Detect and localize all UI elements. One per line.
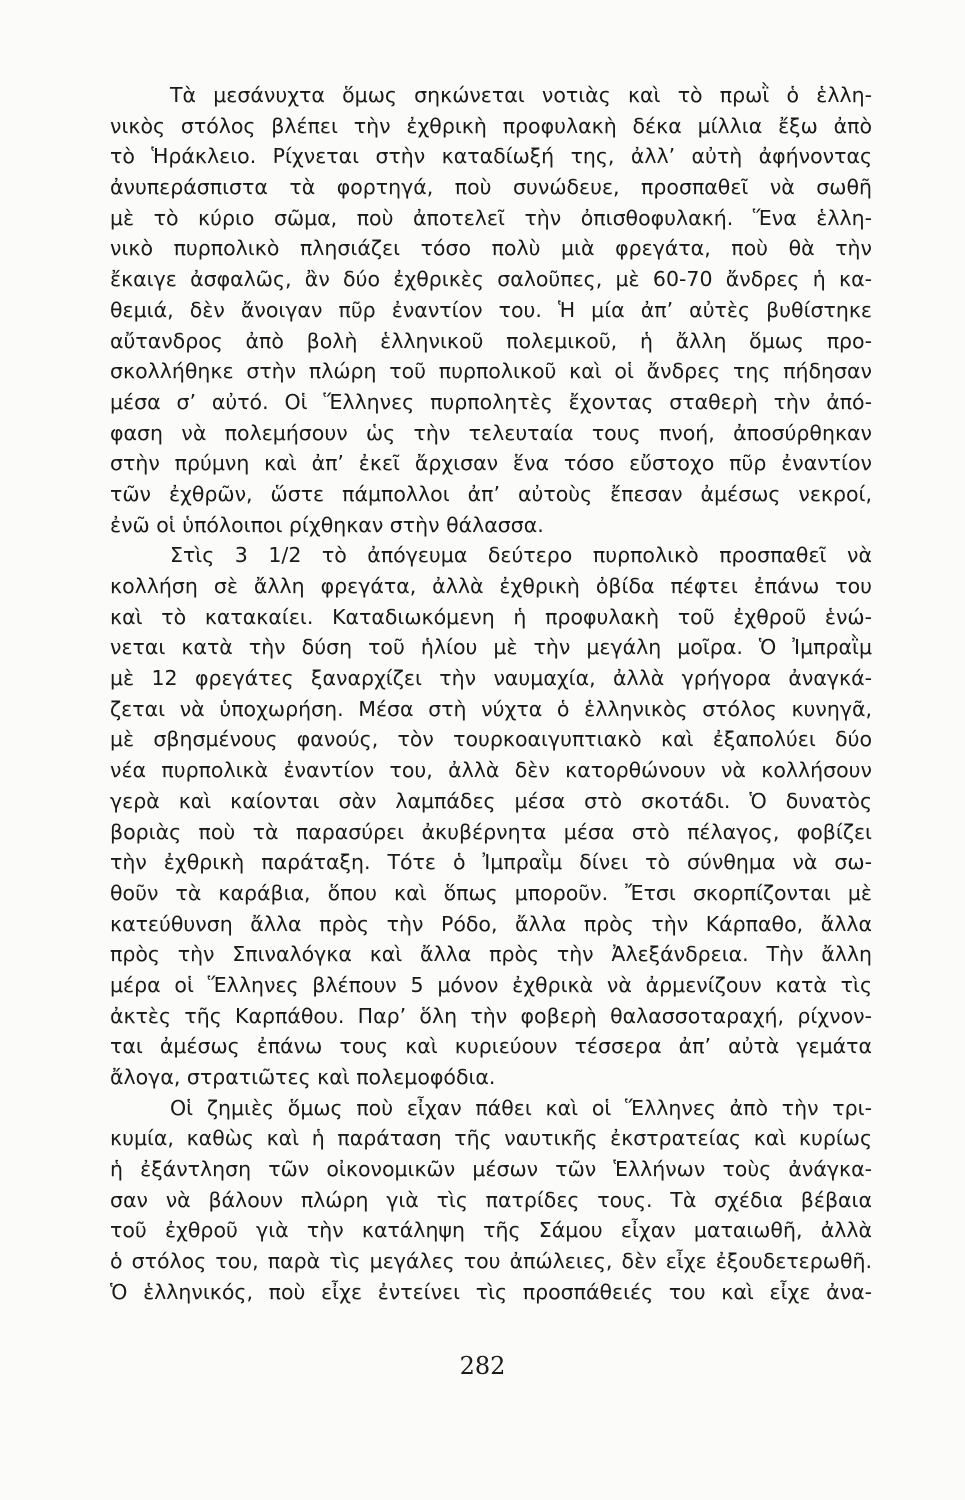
- text-line: βοριὰς ποὺ τὰ παρασύρει ἀκυβέρνητα μέσα στὸ πέλαγος, φοβίζει: [110, 819, 872, 844]
- text-line: Στὶς 3 1/2 τὸ ἀπόγευμα δεύτερο πυρπολικὸ προσπαθεῖ νὰ: [170, 543, 872, 568]
- text-line: ἐνῶ οἱ ὑπόλοιποι ρίχθηκαν στὴν θάλασσα.: [110, 512, 544, 537]
- text-line: κατεύθυνση ἄλλα πρὸς τὴν Ρόδο, ἄλλα πρὸς τὴν Κάρπαθο, ἄλλα: [110, 911, 872, 936]
- text-line: τὴν ἐχθρικὴ παράταξη. Τότε ὁ Ἰμπραῒμ δίνει τὸ σύνθημα νὰ σω-: [110, 850, 872, 875]
- text-line: τῶν ἐχθρῶν, ὥστε πάμπολλοι ἀπ’ αὐτοὺς ἔπεσαν ἀμέσως νεκροί,: [110, 481, 872, 506]
- text-line: θεμιά, δὲν ἄνοιγαν πῦρ ἐναντίον του. Ἡ μία ἀπ’ αὐτὲς βυθίστηκε: [110, 297, 872, 322]
- text-line: ζεται νὰ ὑποχωρήση. Μέσα στὴ νύχτα ὁ ἑλληνικὸς στόλος κυνηγᾶ,: [110, 696, 872, 721]
- text-line: ἡ ἐξάντληση τῶν οἰκονομικῶν μέσων τῶν Ἑλλήνων τοὺς ἀνάγκα-: [110, 1157, 872, 1182]
- paragraph: [110, 1093, 872, 1308]
- text-line: καὶ τὸ κατακαίει. Καταδιωκόμενη ἡ προφυλακὴ τοῦ ἐχθροῦ ἑνώ-: [110, 604, 872, 629]
- text-line: θοῦν τὰ καράβια, ὅπου καὶ ὅπως μποροῦν. Ἔτσι σκορπίζονται μὲ: [110, 880, 872, 905]
- text-line: σκολλήθηκε στὴν πλώρη τοῦ πυρπολικοῦ καὶ οἱ ἄνδρες της πήδησαν: [110, 359, 872, 384]
- text-line: νικὸς στόλος βλέπει τὴν ἐχθρικὴ προφυλακὴ δέκα μίλλια ἔξω ἀπὸ: [110, 113, 872, 138]
- paragraph: [110, 540, 872, 1092]
- text-line: μὲ σβησμένους φανούς, τὸν τουρκοαιγυπτιακὸ καὶ ἐξαπολύει δύο: [110, 727, 872, 752]
- text-line: γερὰ καὶ καίονται σὰν λαμπάδες μέσα στὸ σκοτάδι. Ὁ δυνατὸς: [110, 788, 872, 813]
- text-line: νέα πυρπολικὰ ἐναντίον του, ἀλλὰ δὲν κατορθώνουν νὰ κολλήσουν: [110, 758, 872, 783]
- page-number: 282: [459, 1352, 506, 1380]
- text-line: μὲ τὸ κύριο σῶμα, ποὺ ἀποτελεῖ τὴν ὀπισθοφυλακή. Ἕνα ἑλλη-: [110, 205, 872, 230]
- text-line: αὔτανδρος ἀπὸ βολὴ ἑλληνικοῦ πολεμικοῦ, ἡ ἄλλη ὅμως προ-: [110, 328, 872, 353]
- text-line: κυμία, καθὼς καὶ ἡ παράταση τῆς ναυτικῆς ἐκστρατείας καὶ κυρίως: [110, 1126, 872, 1151]
- text-line: Τὰ μεσάνυχτα ὅμως σηκώνεται νοτιὰς καὶ τὸ πρωῒ ὁ ἑλλη-: [170, 83, 872, 107]
- paragraph: [110, 80, 872, 540]
- text-line: μέρα οἱ Ἕλληνες βλέπουν 5 μόνον ἐχθρικὰ νὰ ἀρμενίζουν κατὰ τὶς: [110, 972, 872, 997]
- text-line: στὴν πρύμνη καὶ ἀπ’ ἐκεῖ ἄρχισαν ἕνα τόσο εὔστοχο πῦρ ἐναντίον: [110, 451, 872, 476]
- page-body: [110, 80, 872, 1308]
- text-line: ἄλογα, στρατιῶτες καὶ πολεμοφόδια.: [110, 1065, 496, 1089]
- text-line: Οἱ ζημιὲς ὅμως ποὺ εἶχαν πάθει καὶ οἱ Ἕλληνες ἀπὸ τὴν τρι-: [170, 1095, 872, 1120]
- text-line: τὸ Ἡράκλειο. Ρίχνεται στὴν καταδίωξή της, ἀλλ’ αὐτὴ ἀφήνοντας: [110, 144, 872, 169]
- text-line: τοῦ ἐχθροῦ γιὰ τὴν κατάληψη τῆς Σάμου εἶχαν ματαιωθῆ, ἀλλὰ: [110, 1218, 872, 1243]
- text-line: ἀκτὲς τῆς Καρπάθου. Παρ’ ὅλη τὴν φοβερὴ θαλασσοταραχή, ρίχνον-: [110, 1003, 872, 1028]
- text-line: κολλήση σὲ ἄλλη φρεγάτα, ἀλλὰ ἐχθρικὴ ὀβίδα πέφτει ἐπάνω του: [110, 574, 872, 598]
- text-line: ἀνυπεράσπιστα τὰ φορτηγά, ποὺ συνώδευε, προσπαθεῖ νὰ σωθῆ: [110, 175, 872, 200]
- text-line: σαν νὰ βάλουν πλώρη γιὰ τὶς πατρίδες τους. Τὰ σχέδια βέβαια: [110, 1187, 872, 1212]
- text-line: μέσα σ’ αὐτό. Οἱ Ἕλληνες πυρπολητὲς ἔχοντας σταθερὴ τὴν ἀπό-: [110, 389, 872, 414]
- text-line: ἔκαιγε ἀσφαλῶς, ἂν δύο ἐχθρικὲς σαλοῦπες, μὲ 60-70 ἄνδρες ἡ κα-: [110, 267, 872, 292]
- text-line: νεται κατὰ τὴν δύση τοῦ ἡλίου μὲ τὴν μεγάλη μοῖρα. Ὁ Ἰμπραῒμ: [110, 635, 872, 660]
- text-line: φαση νὰ πολεμήσουν ὡς τὴν τελευταία τους πνοή, ἀποσύρθηκαν: [110, 420, 872, 445]
- text-line: πρὸς τὴν Σπιναλόγκα καὶ ἄλλα πρὸς τὴν Ἀλεξάνδρεια. Τὴν ἄλλη: [110, 942, 872, 967]
- text-line: ται ἀμέσως ἐπάνω τους καὶ κυριεύουν τέσσερα ἀπ’ αὐτὰ γεμάτα: [110, 1034, 872, 1059]
- text-line: Ὁ ἑλληνικός, ποὺ εἶχε ἐντείνει τὶς προσπάθειές του καὶ εἶχε ἀνα-: [110, 1279, 872, 1304]
- text-line: μὲ 12 φρεγάτες ξαναρχίζει τὴν ναυμαχία, ἀλλὰ γρήγορα ἀναγκά-: [110, 666, 872, 691]
- text-line: ὁ στόλος του, παρὰ τὶς μεγάλες του ἀπώλειες, δὲν εἶχε ἐξουδετερωθῆ.: [110, 1249, 872, 1274]
- text-line: νικὸ πυρπολικὸ πλησιάζει τόσο πολὺ μιὰ φρεγάτα, ποὺ θὰ τὴν: [110, 236, 872, 261]
